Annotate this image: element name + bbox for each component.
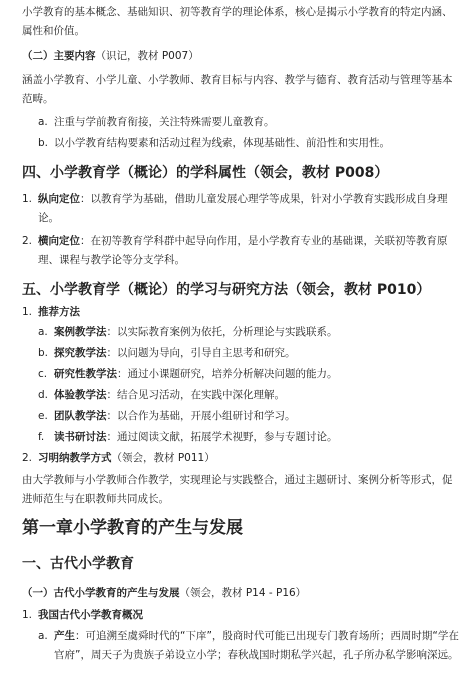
- list-item: a. 注重与学前教育衔接，关注特殊需要儿童教育。: [38, 116, 275, 128]
- subheading-main-content-title: （二）主要内容: [22, 50, 96, 62]
- list-item: 2. 横向定位：在初等教育学科群中起导向作用，是小学教育专业的基础课，关联初等教育原理、课程与教学论等分支学科。: [22, 235, 448, 266]
- method-item: d. 体验教学法：结合见习活动，在实践中深化理解。: [38, 389, 285, 401]
- main-content-paragraph: 涵盖小学教育、小学儿童、小学教师、教育目标与内容、教学与德育、教育活动与管理等基本范畴。: [22, 74, 453, 105]
- section4-heading: 四、小学教育学（概论）的学科属性（领会，教材 P008）: [22, 165, 389, 181]
- list-item: 2. 习明纳教学方式（领会，教材 P011）: [22, 452, 215, 464]
- section5-heading: 五、小学教育学（概论）的学习与研究方法（领会，教材 P010）: [22, 282, 431, 298]
- chapter1-subheading: （一）古代小学教育的产生与发展（领会，教材 P14 - P16）: [22, 587, 307, 599]
- method-item: a. 案例教学法：以实际教育案例为依托，分析理论与实践联系。: [38, 326, 338, 338]
- list-item: 1. 纵向定位：以教育学为基础，借助儿童发展心理学等成果，针对小学教育实践形成自身理论。: [22, 193, 448, 224]
- method-item: e. 团队教学法：以合作为基础，开展小组研讨和学习。: [38, 410, 296, 422]
- subheading-main-content: [22, 47, 199, 66]
- method-item: c. 研究性教学法：通过小课题研究，培养分析解决问题的能力。: [38, 368, 338, 380]
- list-item: a. 产生：可追溯至虞舜时代的“下庠”，殷商时代可能已出现专门教育场所；西周时期“学在官府”，周天子为贵族子弟设立小学；春秋战国时期私学兴起，孔子所办私学影响深远。: [38, 630, 459, 661]
- chapter-title: 第一章小学教育的产生与发展: [22, 518, 243, 538]
- intro-paragraph: 小学教育的基本概念、基础知识、初等教育学的理论体系，核心是揭示小学教育的特定内涵、属性和价值。: [22, 6, 453, 37]
- method-item: b. 探究教学法：以问题为导向，引导自主思考和研究。: [38, 347, 296, 359]
- subheading-main-content-note: （识记，教材 P007）: [95, 50, 199, 62]
- list-item: 1. 我国古代小学教育概况: [22, 609, 143, 621]
- list-item: 1. 推荐方法: [22, 306, 80, 318]
- section5-paragraph: 由大学教师与小学教师合作教学，实现理论与实践整合，通过主题研讨、案例分析等形式，促进师范生与在职教师共同成长。: [22, 474, 453, 505]
- chapter1-section1-heading: 一、古代小学教育: [22, 556, 134, 572]
- method-item: f. 读书研讨法：通过阅读文献，拓展学术视野，参与专题讨论。: [38, 431, 338, 443]
- list-item: b. 以小学教育结构要素和活动过程为线索，体现基础性、前沿性和实用性。: [38, 137, 390, 149]
